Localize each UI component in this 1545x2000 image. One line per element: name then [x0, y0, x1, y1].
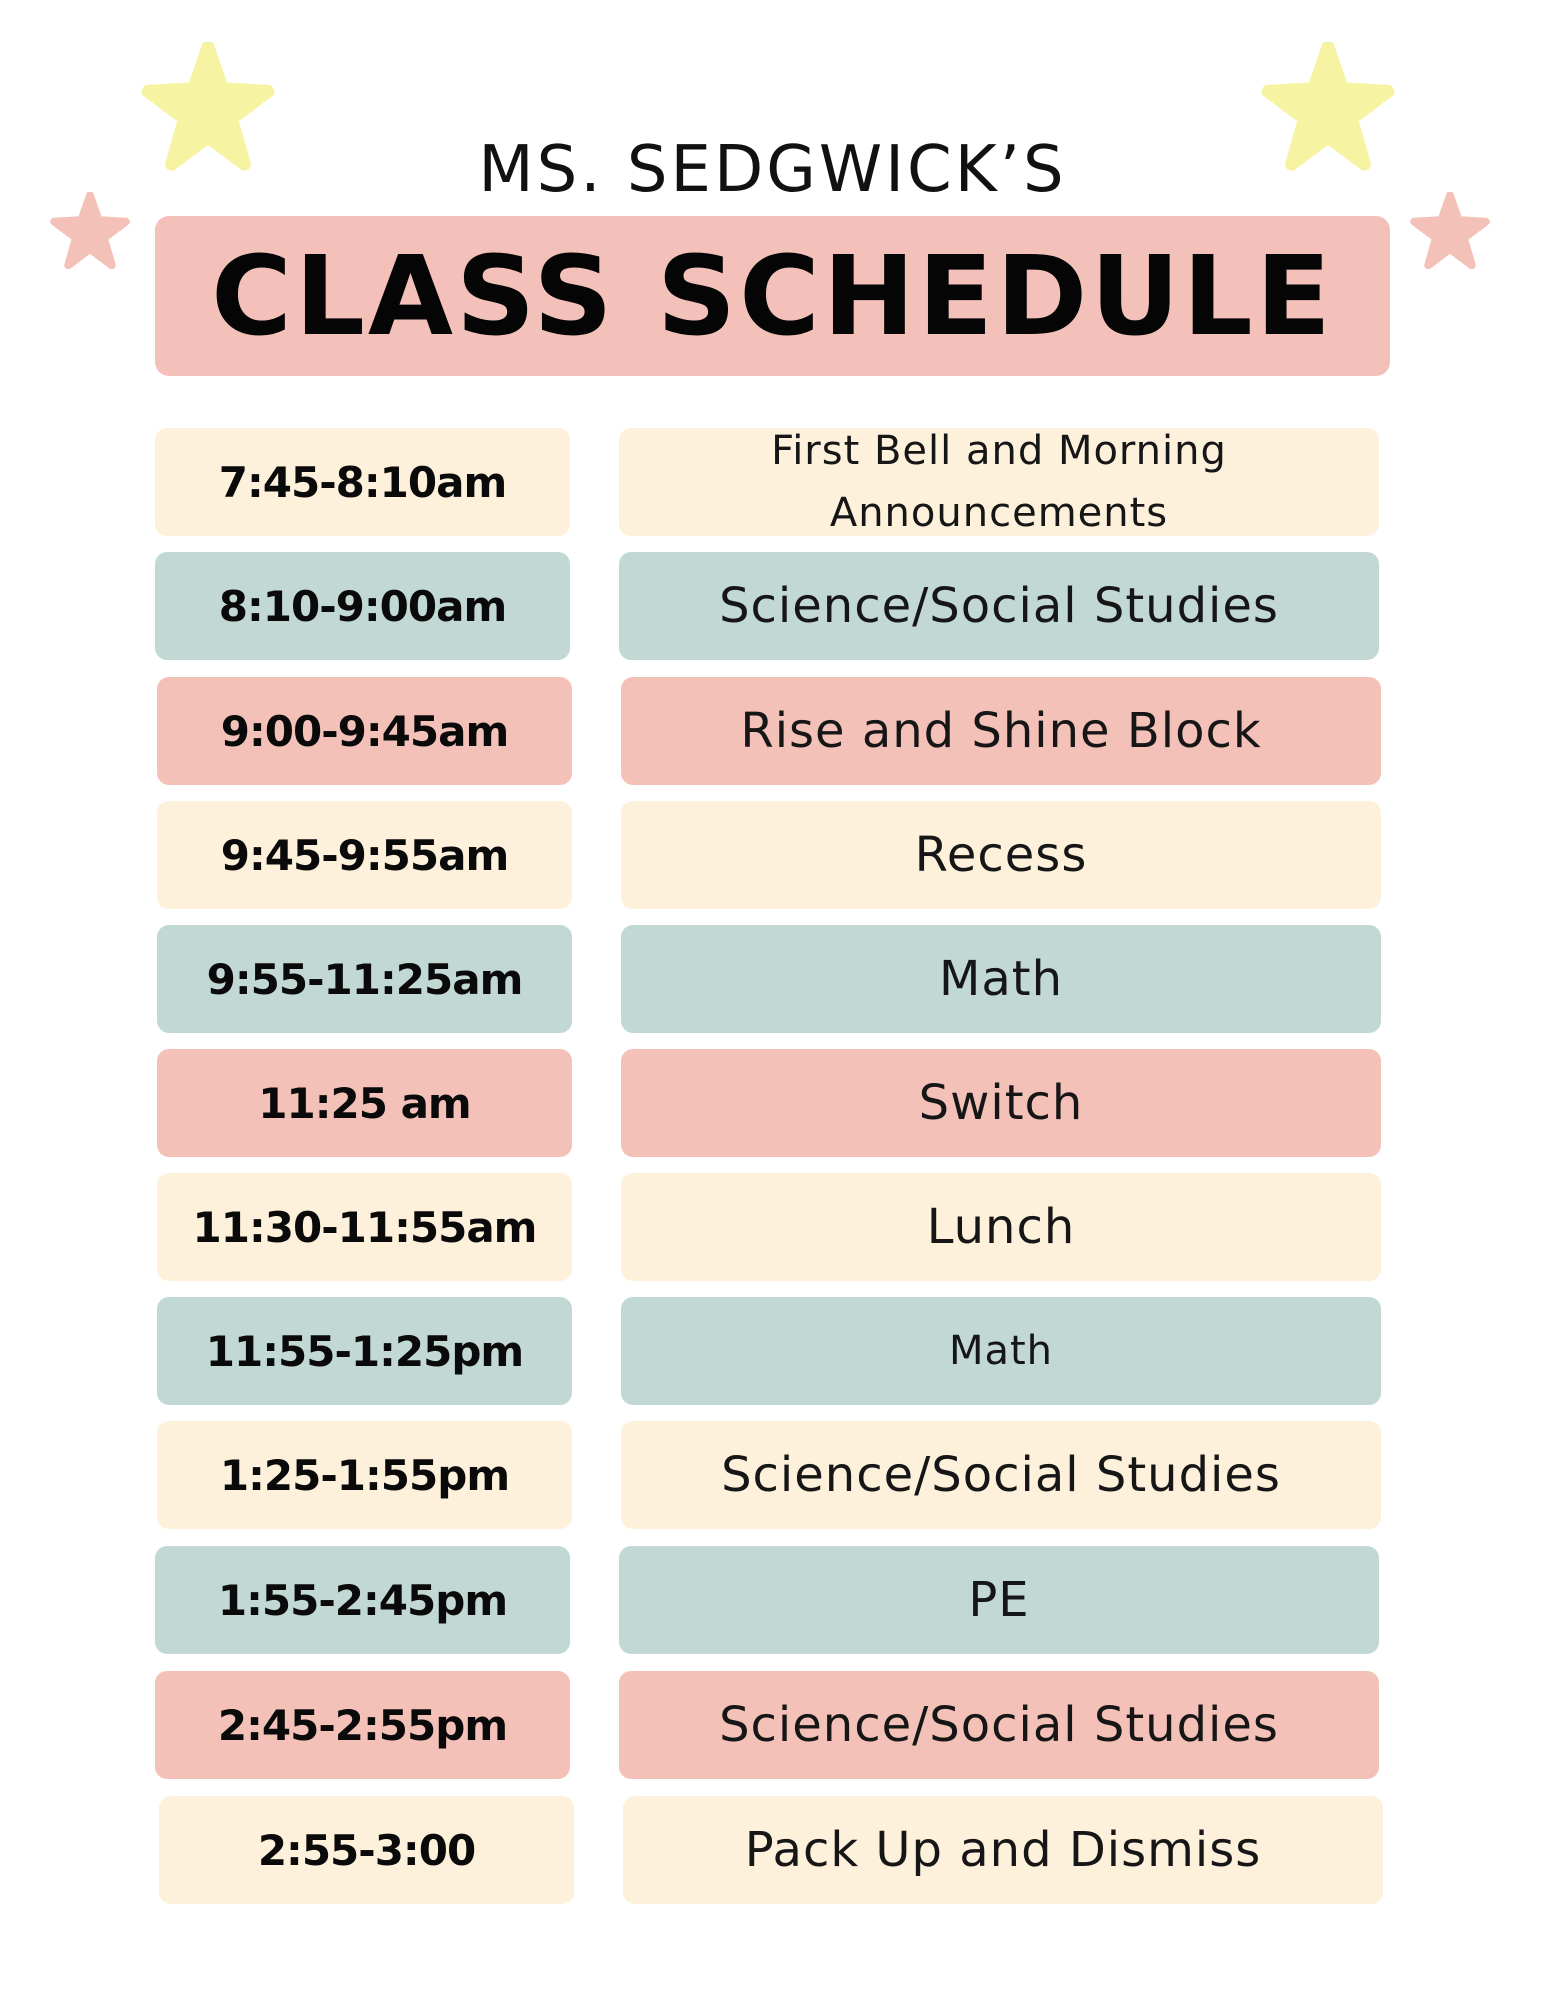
schedule-time: 11:55-1:25pm — [157, 1297, 572, 1405]
schedule-activity: Science/Social Studies — [619, 552, 1379, 660]
schedule-activity: Science/Social Studies — [621, 1421, 1381, 1529]
page-subtitle: MS. SEDGWICK’S — [478, 133, 1067, 207]
schedule-activity: Math — [621, 1297, 1381, 1405]
schedule-activity: Lunch — [621, 1173, 1381, 1281]
schedule-activity: Pack Up and Dismiss — [623, 1796, 1383, 1904]
schedule-activity: Switch — [621, 1049, 1381, 1157]
schedule-time: 9:00-9:45am — [157, 677, 572, 785]
schedule-time: 11:30-11:55am — [157, 1173, 572, 1281]
schedule-activity: Math — [621, 925, 1381, 1033]
schedule-time: 1:25-1:55pm — [157, 1421, 572, 1529]
schedule-activity: First Bell and Morning Announcements — [619, 428, 1379, 536]
schedule-time: 2:55-3:00 — [159, 1796, 574, 1904]
schedule-time: 1:55-2:45pm — [155, 1546, 570, 1654]
schedule-activity: PE — [619, 1546, 1379, 1654]
schedule-time: 8:10-9:00am — [155, 552, 570, 660]
page-title: CLASS SCHEDULE — [211, 232, 1334, 360]
schedule-activity: Science/Social Studies — [619, 1671, 1379, 1779]
schedule-time: 2:45-2:55pm — [155, 1671, 570, 1779]
schedule-time: 9:55-11:25am — [157, 925, 572, 1033]
schedule-time: 7:45-8:10am — [155, 428, 570, 536]
schedule-time: 11:25 am — [157, 1049, 572, 1157]
schedule-activity: Recess — [621, 801, 1381, 909]
schedule-time: 9:45-9:55am — [157, 801, 572, 909]
schedule-activity: Rise and Shine Block — [621, 677, 1381, 785]
